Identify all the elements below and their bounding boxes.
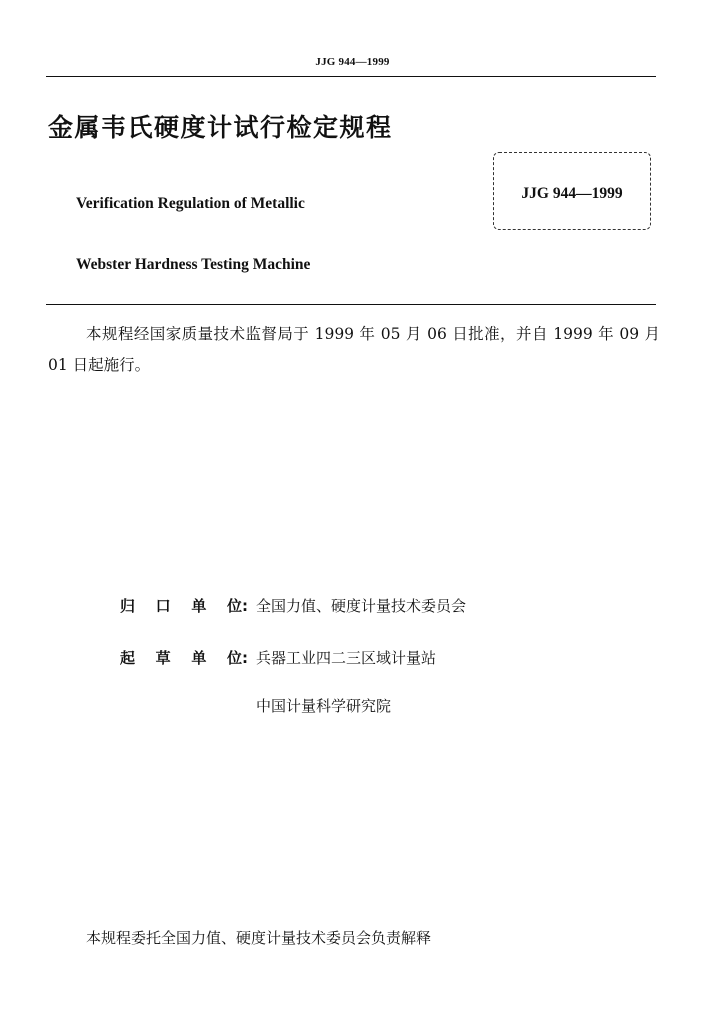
interpretation-note: 本规程委托全国力值、硬度计量技术委员会负责解释 xyxy=(86,929,432,947)
title-english-line1: Verification Regulation of Metallic xyxy=(76,195,305,212)
drafting-unit-value-1: 兵器工业四二三区域计量站 xyxy=(256,649,437,667)
label-char: 口 xyxy=(155,597,171,615)
title-english-line2: Webster Hardness Testing Machine xyxy=(76,256,311,273)
drafting-unit-label xyxy=(120,647,248,668)
label-char: 位: xyxy=(226,649,248,667)
approval-statement: 本规程经国家质量技术监督局于 1999 年 05 月 06 日批准，并自 1999 年 09 月 01 日起施行。 xyxy=(48,325,660,374)
label-char: 草 xyxy=(155,649,171,667)
label-char: 位: xyxy=(226,597,248,615)
title-chinese: 金属韦氏硬度计试行检定规程 xyxy=(48,113,393,142)
top-rule xyxy=(46,76,656,77)
label-char: 单 xyxy=(191,649,207,667)
label-char: 单 xyxy=(191,597,207,615)
drafting-unit-value-2: 中国计量科学研究院 xyxy=(256,697,392,715)
standard-code-box-text: JJG 944—1999 xyxy=(521,185,623,202)
responsible-unit-value: 全国力值、硬度计量技术委员会 xyxy=(256,597,467,615)
label-char: 归 xyxy=(120,597,136,615)
middle-rule xyxy=(46,304,656,305)
standard-code-header: JJG 944—1999 xyxy=(315,56,390,68)
responsible-unit-label xyxy=(120,595,248,616)
label-char: 起 xyxy=(120,649,136,667)
